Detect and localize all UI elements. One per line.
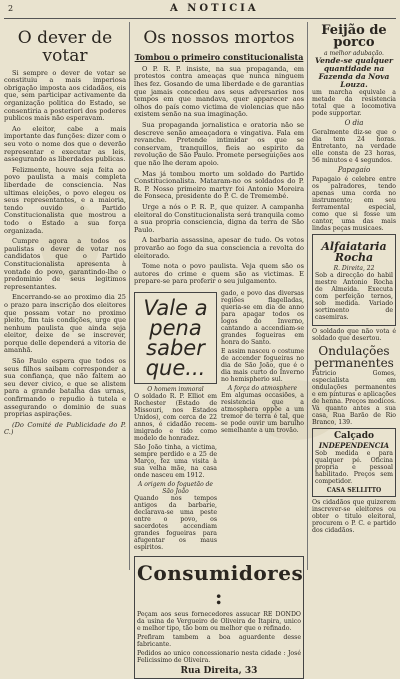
right-subcolumn [221,290,304,553]
calcado-house: CASA SELLITTO [326,487,382,494]
lower-split [134,290,304,553]
consumidores-text: Pedidos ao unico concessionario nesta cidade : José Felicissimo de Oliveira. [137,649,301,664]
sub-paragraph: gado, e povo das diversas regiões flagelladas, queria-se em dia de anno para apagar todos os logos do Inverno, cantando a accendiam-se grandes fogueiras em honra do Santo. [221,289,304,346]
sub-caption: A força do atmosphere [227,384,298,392]
column-middle [134,22,304,676]
article-credit: (Do Comité de Publicidade do P. C.) [4,420,126,437]
vale-column [134,290,217,553]
section-title: O dia [344,119,364,127]
side-paragraph: Geralmente diz-se que o dia tem 24 horas. Entretanto, na verdade elle consta de 23 horas, 56 minutos e 4 segundos. [312,129,396,164]
alfaiataria-address: R. Direita, 22 [333,265,375,272]
article-paragraph: O P. R. P. insiste, na sua propaganda, em protestos contra ameaças que nunca ninguem lhes fez. Gosando de uma liberdade e de garantias que jamais concedeu aos seus adversarios nos tempos em que mandava, quer apparecer aos olhos do país como victima de violencias que não existem senão na sua imaginação. [134,64,304,119]
vale-caption: A origem do foguetão de São João [138,480,213,495]
calcado-ad [312,428,396,497]
consumidores-text: Prefiram tambem a boa aguardente desse fabricante. [137,633,301,648]
article-subhead: Tombou o primeiro constitucionalista [134,51,304,62]
section-title: Papagaio [337,166,371,174]
article-paragraph: Si sempre o dever de votar se constituiu a mais imperiosa obrigação imposta aos cidadãos, eis que, sem participar activamente da organização politica do Estado, se consentiria a posteriori dos poderes publicos mais não esperavam. [4,68,126,123]
masthead [0,0,400,20]
article-paragraph: Felizmente, houve seja feita ao povo paulista a mais completa liberdade de consciencia. Nas ultimas eleições, o povo elegeu os seus representantes, e a maioria, tendo ouvido o Partido Constitucionalista que mostrou a todo o Estado a sua força organizada. [4,165,126,235]
article-headline: Os nossos mortos [143,28,295,48]
vale-paragraph: O soldado R. P. Elliot em Rochester (Estado de Missouri, nos Estados Unidos), com cerca de 22 annos, é cidadão recem-imigrado e tido como modelo de honradez. [134,392,217,442]
page-number: 2 [8,4,14,13]
consumidores-text: Peçam aos seus fornecedores assucar RE DONDO da usina de Vergueiro de Oliveira de Itapira, unico e melhor tipo, tão bom ou melhor que o refinado. [137,610,301,632]
column-divider [307,22,308,570]
article-paragraph: Cumpre agora a todos os paulistas o dever de votar nos candidatos que o Partido Constitucionalista apresenta à vontade do povo, garantindo-lhe o predominio de seus legitimos representantes. [4,237,126,291]
feijao-text: Vende-se qualquer quantidade na Fazenda da Nova Louza. [315,56,393,89]
paper-title: A NOTICIA [170,3,259,14]
consumidores-ad [134,556,304,679]
vale-caption: O homem immoral [147,385,204,393]
vale-ad-box [134,292,217,384]
article-paragraph: A barbaria assassina, apesar de tudo. Os votos provarão ao fogo da sua consciencia a revolta do eleitorado. [134,236,304,260]
calcado-title: Calçado [333,431,375,441]
article-headline: O dever de votar [17,28,113,66]
calcado-brand: INDEPENDENCIA [318,441,390,450]
article-paragraph: Urge a nós o P. R. P., que quizer. A campanha eleitoral do Constitucionalista será tranquila como a sua propria consciencia, digna da terra de São Paulo. [134,202,304,234]
sub-paragraph: E assim nasceu o costume de accender fogueiras no dia de São João, que é o dia mais curto do Inverno no hemispherio sul. [221,347,304,383]
alfaiataria-ad [312,234,396,326]
alfaiataria-title: Alfaiataria Rocha [321,240,387,264]
article-paragraph: Encerrando-se ao proximo dia 25 o prazo para inscrição dos eleitores que possam votar no proximo pleito, fim tais condições, urge que nenhum paulista que ainda seja eleitor, deixe de se inscrever, porque delle dependerá a vitoria de amanhã. [4,293,126,355]
sub-paragraph: Em algumas occasiões, a resistencia que a atmosphera oppõe a um tremor de terra é tal, que se pode ouvir um barulho semelhante a um trovão. [221,391,304,434]
article-paragraph: Mas já tombou morto um soldado do Partido Constitucionalista. Mataram-no os soldados do P. R. P. Nosso primeiro martyr foi Antonio Moreira de Fonseca, presidente do P. C. de Tremembé. [134,169,304,201]
article-paragraph: Sua propaganda jornalistica e oratoria não se descreve senão ameaçadora e vingativa. Fala em revanche. Pretende intimidar os que se conservam, tranquillos, fieis ao espirito da revolução de São Paulo. Promete perseguições aos que não lhe deram apoio. [134,121,304,167]
alfaiataria-text: Sob a direcção do habil mestre Antonio Rocha de Almeida. Executa com perfeição ternos, sob medida. Variado sortimento de casemiras. [315,272,393,321]
consumidores-title: Consumidores : [137,560,304,609]
article-paragraph: São Paulo espera que todos os seus filhos saibam corresponder a sua confiança, que não faltem ao seu dever civico, e que se alistem para a grande batalha das urnas, confirmando o repudio à tutela e assegurando o dominio de suas proprias aspirações. [4,357,126,419]
calcado-text: Sob medida e para qualquer pé. Oficina propria e pessoal habilitado. Preços sem competidor. [315,450,393,485]
consumidores-address: Rua Direita, 33 [180,665,258,676]
vale-ad-title: Vale a pena saber que... [143,295,208,380]
article-paragraph: Ao eleitor, cabe a mais importante das funções: dizer com o seu voto o nome dos que o deverão representar e executar as leis, assegurando as liberdades publicas. [4,124,126,164]
vale-paragraph: Quando nos tempos antigos da barbarie, declarava-se uma peste entre o povo, os sacerdotes accendiam grandes fogueiras para afugentar os maus espiritos. [134,494,217,551]
top-rule [4,18,396,19]
side-paragraph: um marcha equivale a metade da resistencia total que a locomotiva pode supportar. [312,89,396,117]
feijao-headline: Feijão de porco [321,23,387,50]
side-paragraph: Papagaio é celebre entre os palradores, tendo apenas uma corda no instrumento; em seu ferramental especial, como que si fosse um cantor, uma das mais lindas peças musicaes. [312,176,396,232]
feijao-sub: a melhor adubação. [324,50,384,57]
article-paragraph: Tome nota o povo paulista. Veja quem são os autores do crime e quem são as victimas. E prepare-se para proferir o seu julgamento. [134,262,304,286]
side-paragraph: O soldado que não vota é soldado que desertou. [312,328,396,342]
ondulacoes-headline: Ondulações permanentes [314,344,394,370]
side-paragraph: Patricio Gomes, especialista em ondulações permanentes e em pinturas e aplicações de henna. Preços modicos. Vá quanto antes a sua casa, Rua Barão de Rio Branco, 139. [312,370,396,426]
column-right [312,22,396,570]
vale-paragraph: São João tinha, a victima, sempre perdido e a 25 de Março, fez uma visita à sua velha mãe, na casa onde nasceu em 1912. [134,443,217,479]
column-left [4,22,126,570]
column-divider [129,22,130,570]
side-paragraph: Os cidadãos que quizerem inscrever-se eleitores ou obter o titulo eleitoral, procurem o P. C. e partido dos cidadãos. [312,499,396,534]
